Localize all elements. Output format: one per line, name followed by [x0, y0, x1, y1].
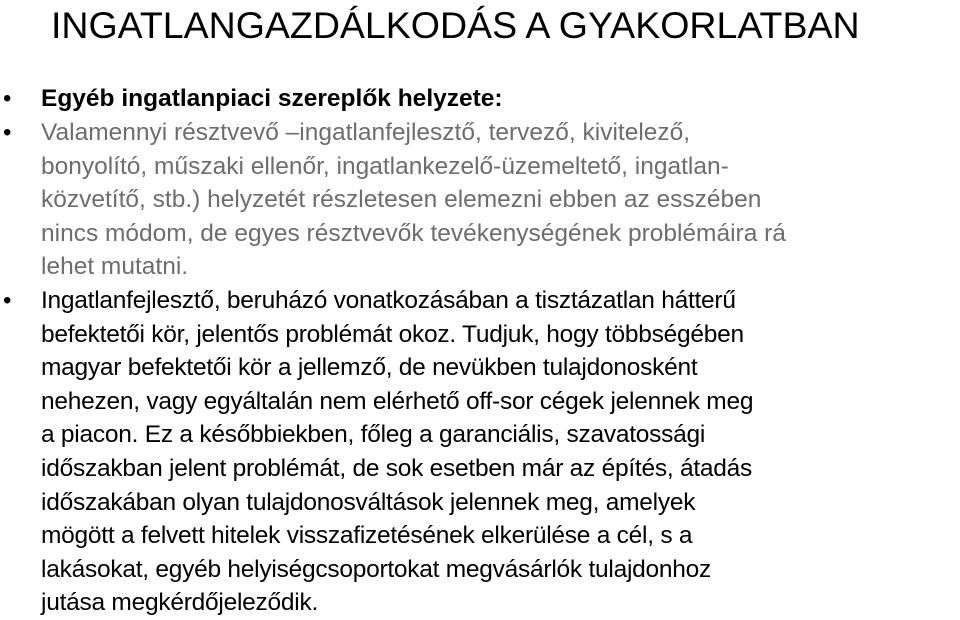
bullet-text-line: lehet mutatni. — [41, 253, 189, 281]
bullet-text-line: Valamennyi résztvevő –ingatlanfejlesztő, tervező, kivitelező, — [41, 119, 691, 146]
bullet-dot-icon: • — [3, 287, 12, 314]
slide-title: INGATLANGAZDÁLKODÁS A GYAKORLATBAN — [51, 4, 860, 46]
bullet-text-line: befektetői kör, jelentős problémát okoz. Tudjuk, hogy többségében — [41, 320, 744, 348]
bullet-text-line: nincs módom, de egyes résztvevők tevékenységének problémáira rá — [41, 219, 786, 247]
bullet-text-line: időszakban jelent problémát, de sok esetben már az építés, átadás — [41, 454, 753, 482]
bullet-text-line: időszakában olyan tulajdonosváltások jelennek meg, amelyek — [41, 488, 696, 516]
bullet-text-line: jutása megkérdőjeleződik. — [41, 589, 319, 617]
bullet-developer — [0, 284, 960, 620]
bullet-heading — [0, 82, 960, 116]
bullet-text-line: mögött a felvett hitelek visszafizetésének elkerülése a cél, s a — [41, 522, 693, 550]
bullet-text-line: magyar befektetői kör a jellemző, de nevükben tulajdonosként — [41, 354, 698, 382]
bullet-text-line: a piacon. Ez a későbbiekben, főleg a garanciális, szavatossági — [41, 421, 706, 449]
bullet-text-line: közvetítő, stb.) helyzetét részletesen elemezni ebben az esszében — [41, 186, 762, 214]
bullet-text-line: nehezen, vagy egyáltalán nem elérhető off-sor cégek jelennek meg — [41, 387, 754, 415]
bullet-text-line: Ingatlanfejlesztő, beruházó vonatkozásában a tisztázatlan hátterű — [41, 287, 736, 314]
bullet-dot-icon: • — [3, 119, 12, 146]
bullet-dot-icon: • — [3, 85, 12, 112]
bullet-list — [0, 82, 960, 620]
bullet-text-line: Egyéb ingatlanpiaci szereplők helyzete: — [41, 85, 503, 112]
bullet-text-line: lakásokat, egyéb helyiségcsoportokat megvásárlók tulajdonhoz — [41, 555, 712, 583]
bullet-participants — [0, 116, 960, 284]
bullet-text-line: bonyolító, műszaki ellenőr, ingatlankezelő-üzemeltető, ingatlan- — [41, 152, 729, 180]
